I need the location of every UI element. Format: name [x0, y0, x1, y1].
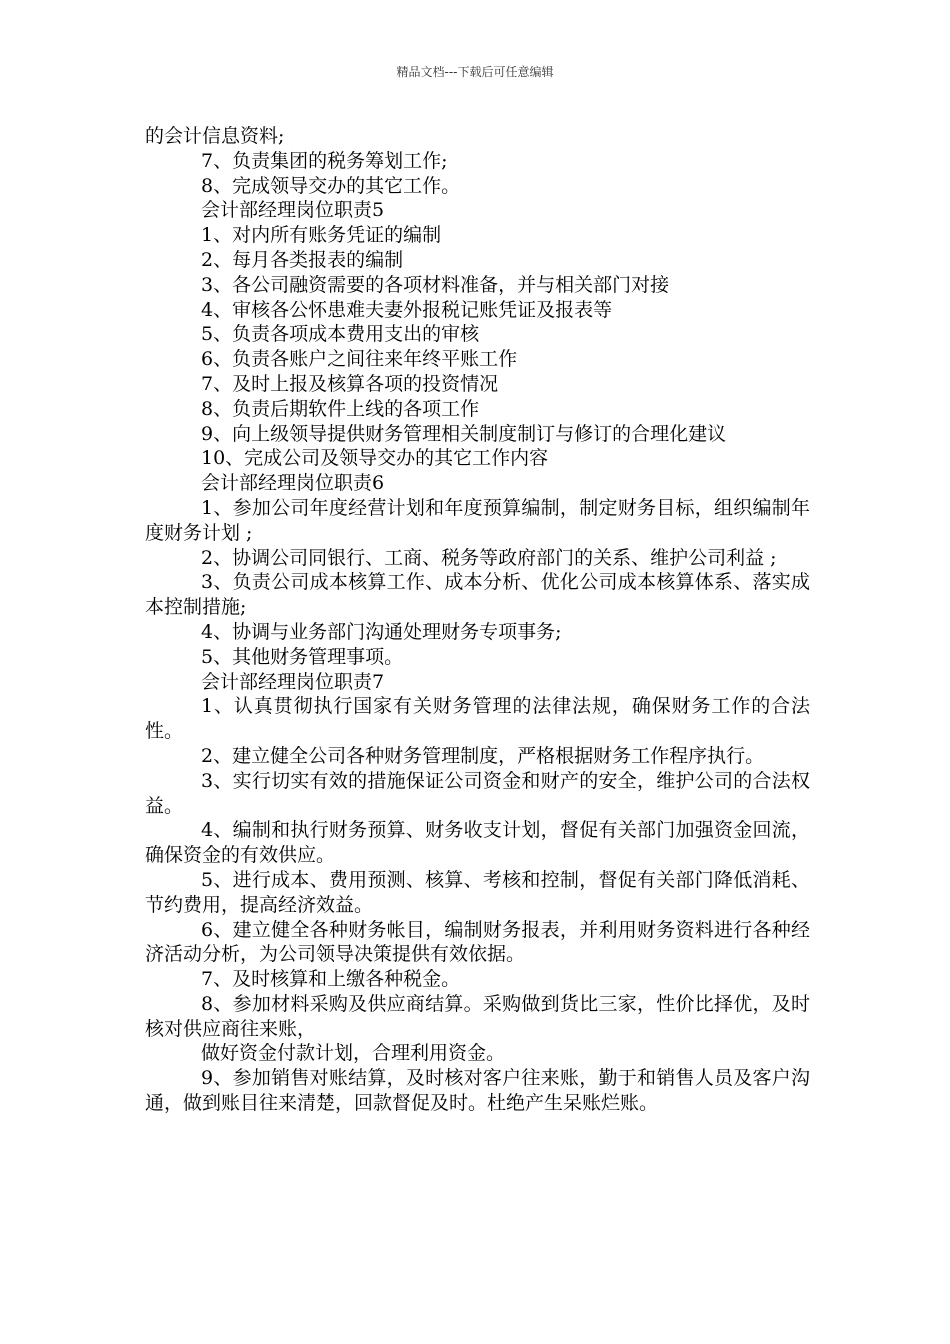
paragraph: 2、每月各类报表的编制 — [201, 248, 404, 271]
paragraph: 1、认真贯彻执行国家有关财务管理的法律法规，确保财务工作的合法性。 — [145, 695, 810, 743]
paragraph: 的会计信息资料; — [145, 125, 285, 147]
paragraph: 3、负责公司成本核算工作、成本分析、优化公司成本核算体系、落实成本控制措施; — [145, 571, 810, 619]
paragraph: 2、建立健全公司各种财务管理制度，严格根据财务工作程序执行。 — [201, 744, 765, 767]
paragraph: 8、负责后期软件上线的各项工作 — [201, 397, 480, 420]
paragraph: 5、其他财务管理事项。 — [201, 645, 404, 668]
paragraph: 5、进行成本、费用预测、核算、考核和控制，督促有关部门降低消耗、节约费用，提高经济效益。 — [145, 868, 810, 916]
section-heading: 会计部经理岗位职责7 — [201, 670, 385, 693]
paragraph: 10、完成公司及领导交办的其它工作内容 — [201, 447, 549, 470]
section-heading: 会计部经理岗位职责5 — [201, 199, 385, 222]
paragraph: 6、建立健全各种财务帐目，编制财务报表，并利用财务资料进行各种经济活动分析，为公司领导决策提供有效依据。 — [145, 918, 810, 966]
paragraph: 9、参加销售对账结算，及时核对客户往来账，勤于和销售人员及客户沟通，做到账目往来清楚，回款督促及时。杜绝产生呆账烂账。 — [145, 1067, 810, 1115]
paragraph: 4、编制和执行财务预算、财务收支计划，督促有关部门加强资金回流，确保资金的有效供应。 — [145, 819, 810, 867]
paragraph: 8、完成领导交办的其它工作。 — [201, 174, 461, 197]
section-heading: 会计部经理岗位职责6 — [201, 472, 385, 495]
paragraph: 4、审核各公怀患难夫妻外报税记账凭证及报表等 — [201, 298, 613, 321]
paragraph: 6、负责各账户之间往来年终平账工作 — [201, 348, 518, 371]
paragraph: 7、及时上报及核算各项的投资情况 — [201, 372, 499, 395]
document-body — [145, 124, 810, 1116]
paragraph: 3、实行切实有效的措施保证公司资金和财产的安全，维护公司的合法权益。 — [145, 769, 810, 817]
page-header: 精品文档---下载后可任意编辑 — [396, 65, 554, 79]
paragraph: 4、协调与业务部门沟通处理财务专项事务; — [201, 620, 562, 643]
paragraph: 3、各公司融资需要的各项材料准备，并与相关部门对接 — [201, 273, 670, 296]
paragraph: 2、协调公司同银行、工商、税务等政府部门的关系、维护公司利益 ; — [201, 546, 777, 569]
paragraph: 9、向上级领导提供财务管理相关制度制订与修订的合理化建议 — [201, 422, 727, 445]
paragraph: 7、负责集团的税务筹划工作; — [201, 149, 448, 172]
paragraph: 1、参加公司年度经营计划和年度预算编制，制定财务目标，组织编制年度财务计划 ; — [145, 496, 810, 544]
paragraph: 5、负责各项成本费用支出的审核 — [201, 323, 480, 346]
paragraph: 做好资金付款计划，合理利用资金。 — [201, 1042, 506, 1065]
paragraph: 7、及时核算和上缴各种税金。 — [201, 968, 461, 991]
paragraph: 1、对内所有账务凭证的编制 — [201, 224, 442, 247]
paragraph: 8、参加材料采购及供应商结算。采购做到货比三家，性价比择优，及时核对供应商往来账， — [145, 992, 810, 1040]
